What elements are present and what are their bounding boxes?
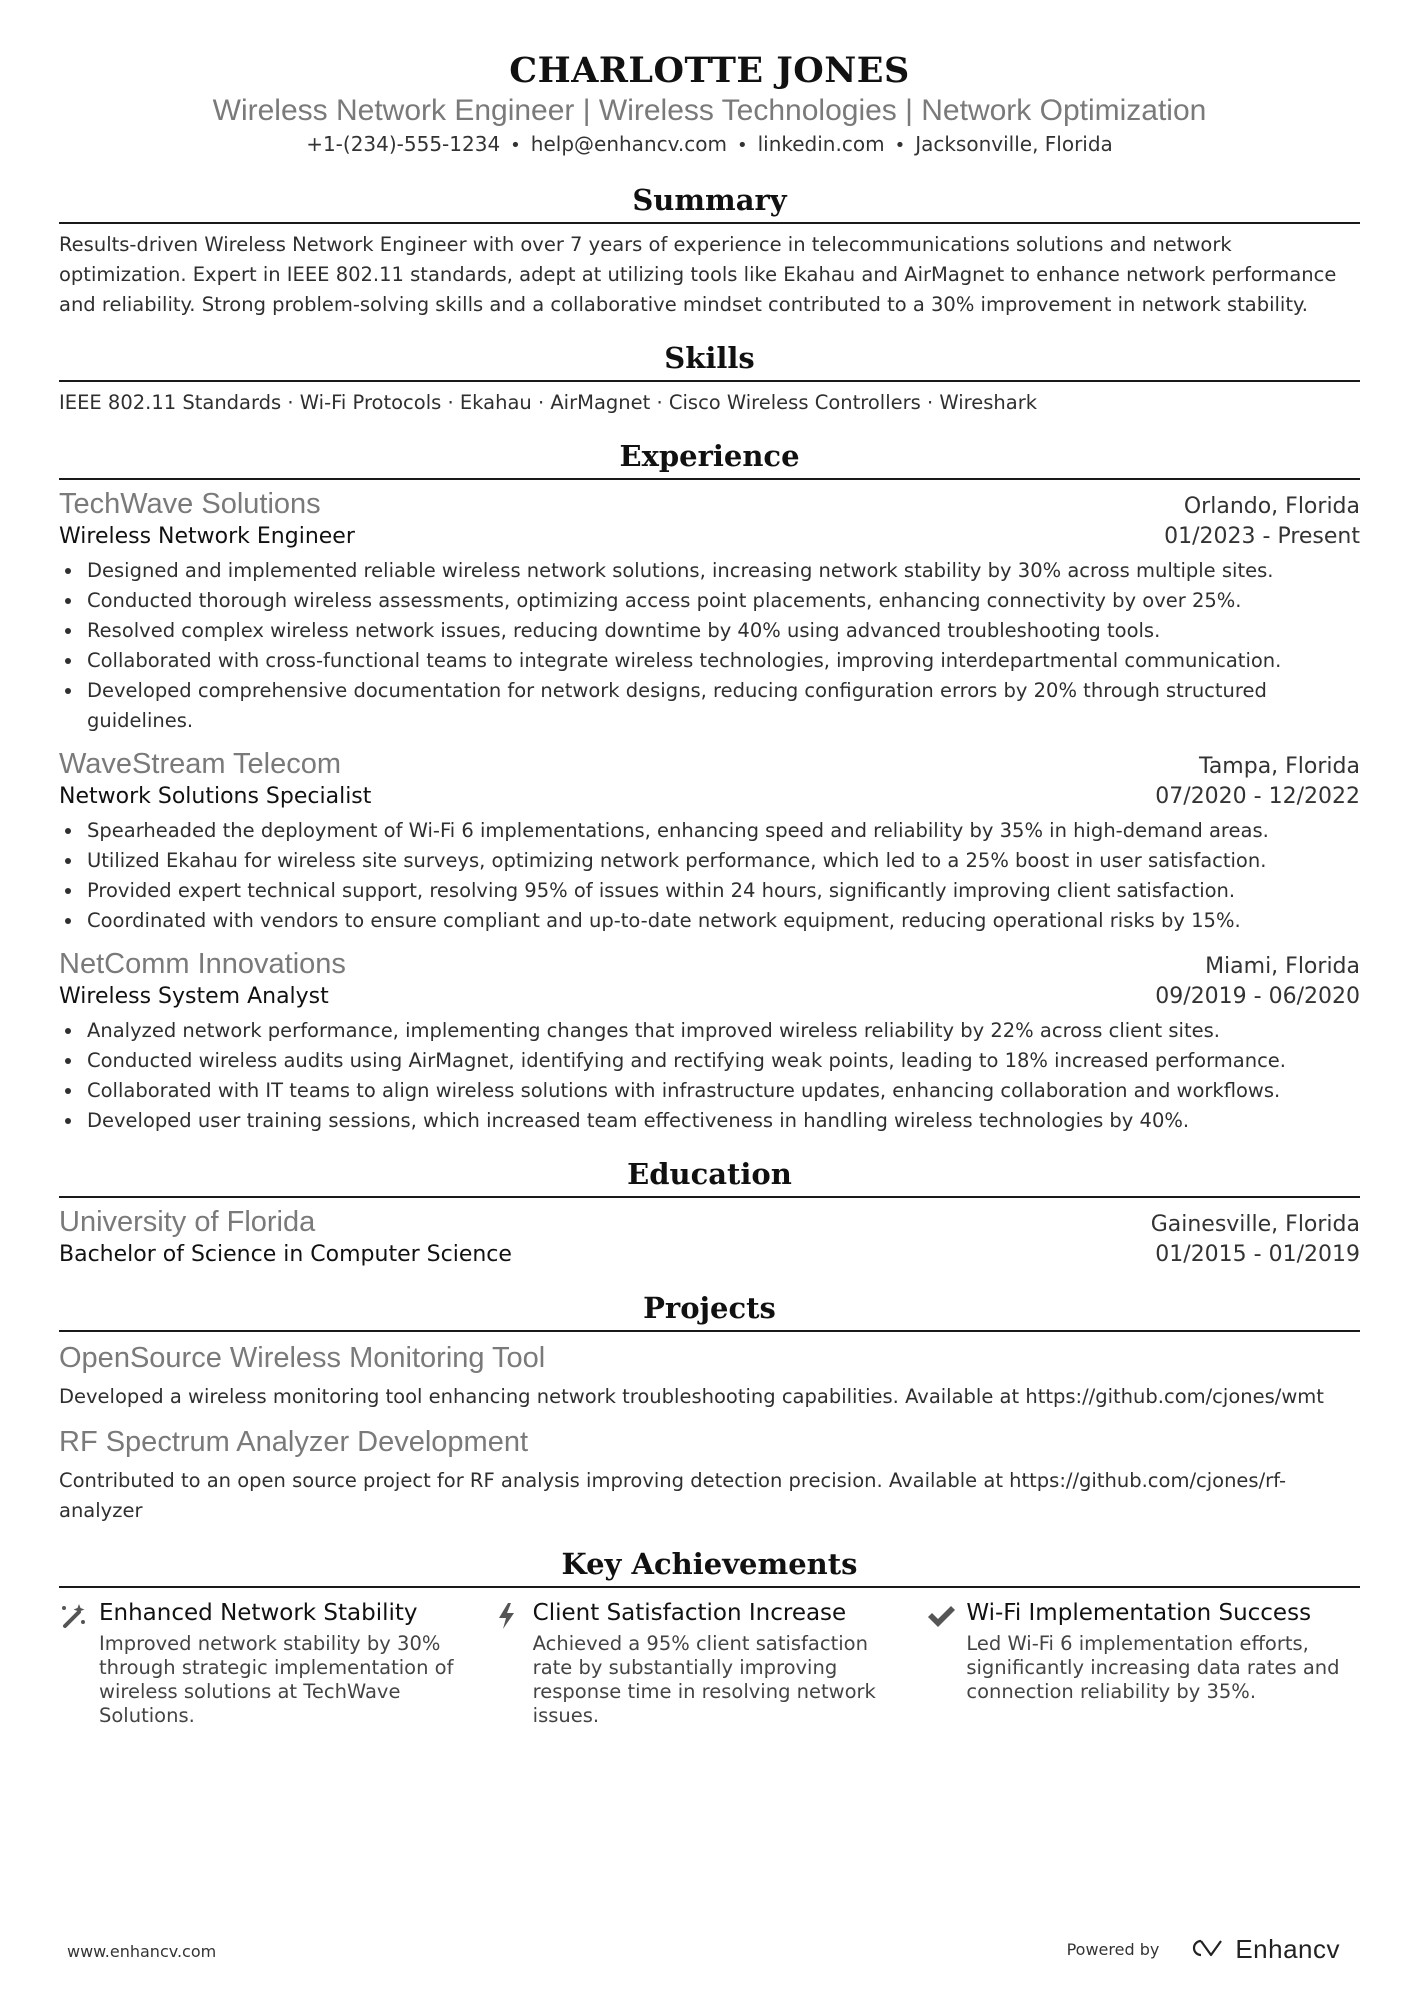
- linkedin-link[interactable]: linkedin.com: [757, 132, 885, 156]
- bullet-item: Coordinated with vendors to ensure compliant and up-to-date network equipment, reducing operational risks by 15%.: [59, 906, 1360, 936]
- lightning-icon: [493, 1598, 533, 1728]
- job-entry: [59, 746, 1360, 936]
- summary-text: Results-driven Wireless Network Engineer with over 7 years of experience in telecommunications solutions and network optimization. Expert in IEEE 802.11 standards, adept at utilizing tools like Ekahau and AirMagnet to enhance network performance and reliability. Strong problem-solving skills and a collaborative mindset contributed to a 30% improvement in network stability.: [59, 233, 1337, 316]
- bullet-item: Conducted wireless audits using AirMagnet, identifying and rectifying weak points, leading to 18% increased performance.: [59, 1046, 1360, 1076]
- email-link[interactable]: help@enhancv.com: [530, 132, 727, 156]
- skills-list: IEEE 802.11 Standards · Wi-Fi Protocols · Ekahau · AirMagnet · Cisco Wireless Controllers · Wireshark: [59, 391, 1038, 414]
- project-description: Contributed to an open source project for RF analysis improving detection precision. Available at https://github.com/cjones/rf-analyzer: [59, 1469, 1287, 1522]
- job-title: Wireless Network Engineer: [59, 524, 355, 549]
- bullet-item: Developed user training sessions, which increased team effectiveness in handling wireless technologies by 40%.: [59, 1106, 1360, 1136]
- achievement-item: [59, 1598, 493, 1728]
- education-entry: [59, 1204, 1360, 1270]
- job-dates: 09/2019 - 06/2020: [1155, 984, 1360, 1009]
- job-bullets: [59, 556, 1360, 736]
- bullet-item: Conducted thorough wireless assessments, optimizing access point placements, enhancing connectivity by over 25%.: [59, 586, 1360, 616]
- degree: Bachelor of Science in Computer Science: [59, 1242, 512, 1267]
- bullet-item: Spearheaded the deployment of Wi-Fi 6 implementations, enhancing speed and reliability by 35% in high-demand areas.: [59, 816, 1360, 846]
- bullet-item: Utilized Ekahau for wireless site surveys, optimizing network performance, which led to a 25% boost in user satisfaction.: [59, 846, 1360, 876]
- summary-heading: Summary: [59, 182, 1360, 224]
- bullet-item: Provided expert technical support, resolving 95% of issues within 24 hours, significantly improving client satisfaction.: [59, 876, 1360, 906]
- job-dates: 01/2023 - Present: [1164, 524, 1360, 549]
- bullet-item: Collaborated with cross-functional teams to integrate wireless technologies, improving interdepartmental communication.: [59, 646, 1360, 676]
- experience-heading: Experience: [59, 438, 1360, 480]
- achievement-description: Led Wi-Fi 6 implementation efforts, significantly increasing data rates and connection reliability by 35%.: [966, 1632, 1340, 1703]
- bullet-item: Analyzed network performance, implementing changes that improved wireless reliability by 22% across client sites.: [59, 1016, 1360, 1046]
- separator-dot: •: [894, 135, 906, 156]
- separator-dot: •: [510, 135, 521, 156]
- achievement-description: Achieved a 95% client satisfaction rate by substantially improving response time in resolving network issues.: [532, 1632, 876, 1727]
- magic-wand-icon: [59, 1598, 99, 1728]
- bullet-item: Designed and implemented reliable wireless network solutions, increasing network stability by 30% across multiple sites.: [59, 556, 1360, 586]
- achievement-title: Enhanced Network Stability: [99, 1600, 418, 1626]
- brand-name: Enhancv: [1235, 1934, 1340, 1964]
- location: Jacksonville, Florida: [915, 132, 1113, 156]
- checkmark-icon: [926, 1598, 966, 1728]
- phone: +1-(234)-555-1234: [306, 132, 501, 156]
- candidate-name: CHARLOTTE JONES: [509, 50, 910, 91]
- footer-branding: [1067, 1934, 1340, 1965]
- achievements-heading: Key Achievements: [59, 1546, 1360, 1588]
- job-title: Network Solutions Specialist: [59, 784, 372, 809]
- job-location: Orlando, Florida: [1183, 494, 1360, 519]
- school-location: Gainesville, Florida: [1150, 1212, 1360, 1237]
- job-location: Miami, Florida: [1205, 954, 1360, 979]
- project-entry: [59, 1340, 1360, 1412]
- contact-line: [59, 130, 1360, 160]
- job-title: Wireless System Analyst: [59, 984, 329, 1009]
- project-entry: [59, 1424, 1360, 1526]
- powered-by-label: Powered by: [1066, 1940, 1160, 1959]
- bullet-item: Resolved complex wireless network issues, reducing downtime by 40% using advanced troubleshooting tools.: [59, 616, 1360, 646]
- bullet-item: Developed comprehensive documentation for network designs, reducing configuration errors by 20% through structured guidelines.: [59, 676, 1360, 736]
- job-entry: [59, 946, 1360, 1136]
- job-location: Tampa, Florida: [1199, 754, 1360, 779]
- footer-website-link[interactable]: www.enhancv.com: [67, 1942, 217, 1961]
- projects-heading: Projects: [59, 1290, 1360, 1332]
- education-dates: 01/2015 - 01/2019: [1155, 1242, 1360, 1267]
- headline: Wireless Network Engineer | Wireless Technologies | Network Optimization: [212, 94, 1207, 127]
- achievement-item: [926, 1598, 1360, 1728]
- resume-page: [59, 0, 1360, 1728]
- school-name: University of Florida: [59, 1206, 316, 1238]
- company-name: WaveStream Telecom: [59, 748, 342, 780]
- bullet-item: Collaborated with IT teams to align wireless solutions with infrastructure updates, enhancing collaboration and workflows.: [59, 1076, 1360, 1106]
- job-dates: 07/2020 - 12/2022: [1155, 784, 1360, 809]
- achievement-title: Wi-Fi Implementation Success: [966, 1600, 1312, 1626]
- job-bullets: [59, 816, 1360, 936]
- project-description: Developed a wireless monitoring tool enhancing network troubleshooting capabilities. Available at https://github.com/cjones/wmt: [59, 1385, 1324, 1408]
- project-title: RF Spectrum Analyzer Development: [59, 1426, 529, 1458]
- achievements-row: [59, 1598, 1360, 1728]
- education-heading: Education: [59, 1156, 1360, 1198]
- project-title: OpenSource Wireless Monitoring Tool: [59, 1342, 546, 1374]
- skills-heading: Skills: [59, 340, 1360, 382]
- achievement-description: Improved network stability by 30% through strategic implementation of wireless solutions at TechWave Solutions.: [99, 1632, 454, 1727]
- achievement-title: Client Satisfaction Increase: [532, 1600, 847, 1626]
- company-name: NetComm Innovations: [59, 948, 346, 980]
- job-entry: [59, 486, 1360, 736]
- separator-dot: •: [736, 135, 748, 156]
- enhancv-logo-icon: [1187, 1937, 1227, 1963]
- achievement-item: [493, 1598, 927, 1728]
- job-bullets: [59, 1016, 1360, 1136]
- company-name: TechWave Solutions: [59, 488, 321, 520]
